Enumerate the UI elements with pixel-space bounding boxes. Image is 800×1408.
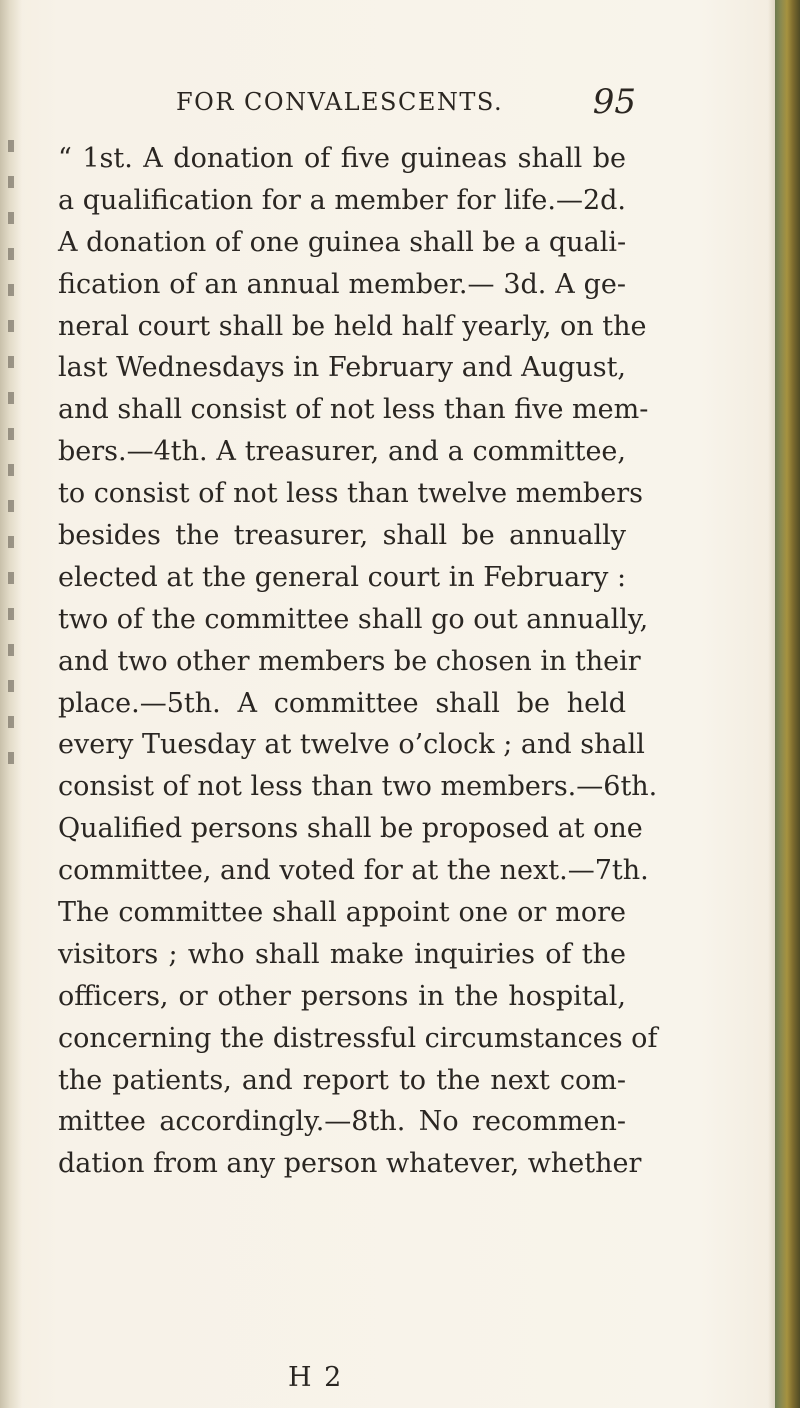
text-line: and shall consist of not less than five mem- bbox=[58, 394, 649, 426]
body-text bbox=[58, 138, 658, 1185]
page-number: 95 bbox=[592, 82, 636, 122]
text-line: “ 1st. A donation of five guineas shall be bbox=[58, 143, 626, 174]
text-line: a qualification for a member for life.—2d. bbox=[58, 184, 626, 216]
text-line: bers.—4th. A treasurer, and a committee, bbox=[58, 436, 626, 468]
text-line: consist of not less than two members.—6th. bbox=[58, 771, 658, 803]
text-line: mittee accordingly.—8th. No recommen- bbox=[58, 1106, 626, 1138]
text-line: Qualified persons shall be proposed at one bbox=[58, 813, 643, 845]
text-line: A donation of one guinea shall be a quali- bbox=[58, 226, 627, 258]
text-line: and two other members be chosen in their bbox=[58, 645, 641, 677]
text-line: concerning the distressful circumstances of bbox=[58, 1022, 658, 1054]
text-line: committee, and voted for at the next.—7th. bbox=[58, 855, 649, 887]
text-line: officers, or other persons in the hospital, bbox=[58, 980, 626, 1012]
text-line: The committee shall appoint one or more bbox=[58, 897, 626, 929]
text-line: last Wednesdays in February and August, bbox=[58, 352, 626, 384]
running-title: FOR CONVALESCENTS. bbox=[176, 88, 504, 116]
signature-mark: H 2 bbox=[288, 1362, 344, 1393]
text-line: to consist of not less than twelve members bbox=[58, 478, 643, 510]
text-line: every Tuesday at twelve o’clock ; and shall bbox=[58, 729, 645, 761]
text-line: visitors ; who shall make inquiries of the bbox=[58, 938, 626, 970]
text-line: besides the treasurer, shall be annually bbox=[58, 520, 626, 552]
text-line: place.—5th. A committee shall be held bbox=[58, 687, 626, 719]
text-line: elected at the general court in February : bbox=[58, 561, 627, 593]
text-line: the patients, and report to the next com- bbox=[58, 1064, 626, 1096]
gutter-show-through bbox=[8, 140, 14, 780]
text-line: dation from any person whatever, whether bbox=[58, 1148, 642, 1180]
text-line: two of the committee shall go out annually, bbox=[58, 603, 649, 635]
running-head bbox=[176, 82, 636, 130]
page-edge-stain bbox=[775, 0, 800, 1408]
text-line: fication of an annual member.— 3d. A ge- bbox=[58, 268, 626, 300]
text-line: neral court shall be held half yearly, on the bbox=[58, 310, 647, 342]
